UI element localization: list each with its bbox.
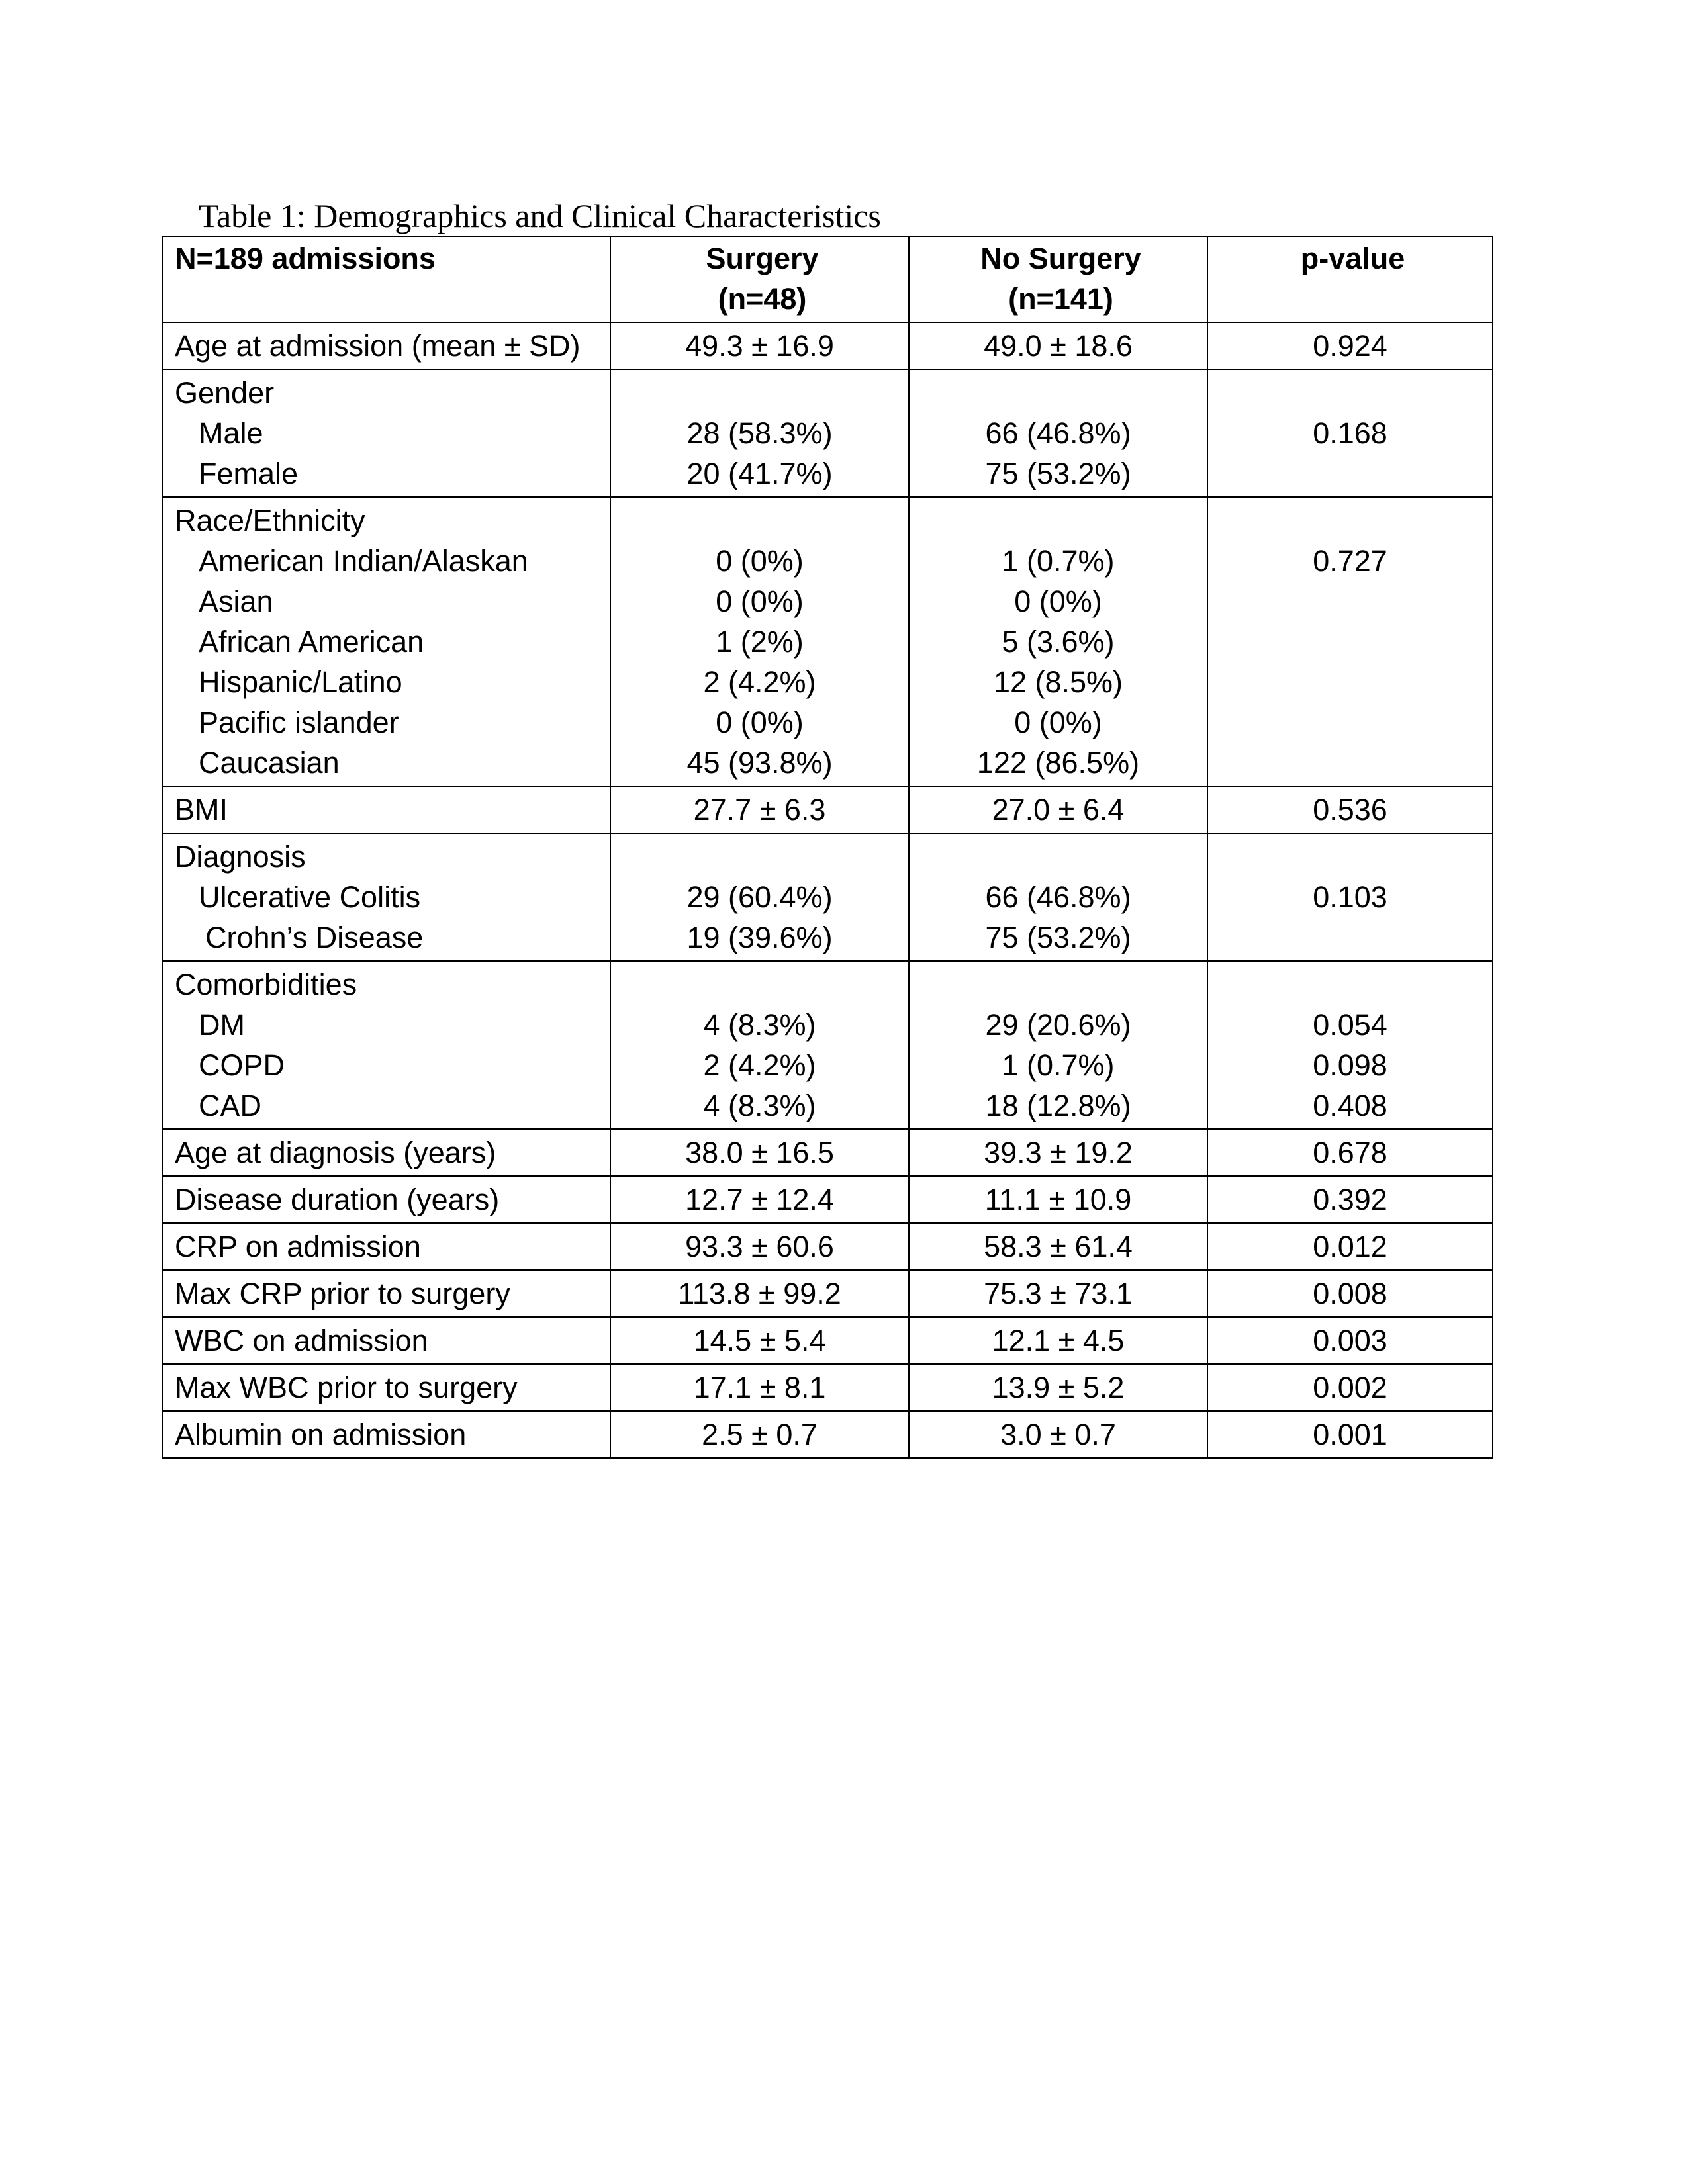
row-label: Max WBC prior to surgery [162,1364,610,1411]
cell-p-value: 0.054 0.098 0.408 [1207,961,1493,1129]
group-labels [162,961,610,1129]
row-label: CRP on admission [162,1223,610,1270]
row-label: Albumin on admission [162,1411,610,1458]
group-labels [162,369,610,497]
row-label: DM [199,1008,245,1042]
cell-no-surgery: 49.0 ± 18.6 [909,322,1207,369]
row-label: Hispanic/Latino [199,665,402,699]
cell-surgery: 27.7 ± 6.3 [610,786,909,833]
row-label: Age at diagnosis (years) [162,1129,610,1176]
table-row [162,1129,1493,1176]
cell-surgery: 28 (58.3%) 20 (41.7%) [610,369,909,497]
cell-p-value: 0.003 [1207,1317,1493,1364]
cell-surgery: 49.3 ± 16.9 [610,322,909,369]
cell-no-surgery: 12.1 ± 4.5 [909,1317,1207,1364]
header-p-value: p-value [1207,236,1493,322]
row-label: COPD [199,1048,285,1082]
table-row-group-gender [162,369,1493,497]
table-caption: Table 1: Demographics and Clinical Characteristics [199,197,881,234]
table-row [162,322,1493,369]
cell-surgery: 4 (8.3%) 2 (4.2%) 4 (8.3%) [610,961,909,1129]
cell-surgery: 113.8 ± 99.2 [610,1270,909,1317]
cell-no-surgery: 13.9 ± 5.2 [909,1364,1207,1411]
row-label: Crohn’s Disease [205,921,424,954]
table-row [162,1270,1493,1317]
cell-p-value: 0.536 [1207,786,1493,833]
cell-p-value: 0.002 [1207,1364,1493,1411]
cell-p-value: 0.727 [1207,497,1493,786]
table-header-row [162,236,1493,322]
row-label: Caucasian [199,746,340,780]
table-row [162,1317,1493,1364]
table-row [162,1364,1493,1411]
cell-no-surgery: 27.0 ± 6.4 [909,786,1207,833]
cell-surgery: 0 (0%) 0 (0%) 1 (2%) 2 (4.2%) 0 (0%) 45 (93.8%) [610,497,909,786]
cell-no-surgery: 1 (0.7%) 0 (0%) 5 (3.6%) 12 (8.5%) 0 (0%) 122 (86.5%) [909,497,1207,786]
group-labels [162,833,610,961]
row-label: Asian [199,584,273,618]
row-label: Pacific islander [199,705,399,739]
group-title: Race/Ethnicity [175,504,365,537]
cell-no-surgery: 11.1 ± 10.9 [909,1176,1207,1223]
table-row-group-race [162,497,1493,786]
cell-p-value: 0.012 [1207,1223,1493,1270]
cell-surgery: 12.7 ± 12.4 [610,1176,909,1223]
row-label: CAD [199,1089,262,1122]
cell-p-value: 0.924 [1207,322,1493,369]
table-row [162,1223,1493,1270]
table-row [162,786,1493,833]
group-title: Gender [175,376,275,410]
cell-p-value: 0.103 [1207,833,1493,961]
group-title: Comorbidities [175,968,357,1001]
header-surgery: Surgery (n=48) [610,236,909,322]
row-label: American Indian/Alaskan [199,544,528,578]
row-label: Age at admission (mean ± SD) [162,322,610,369]
row-label: African American [199,625,424,659]
table-row [162,1176,1493,1223]
cell-surgery: 17.1 ± 8.1 [610,1364,909,1411]
cell-p-value: 0.678 [1207,1129,1493,1176]
group-labels [162,497,610,786]
table-row-group-comorbidities [162,961,1493,1129]
header-no-surgery: No Surgery (n=141) [909,236,1207,322]
cell-p-value: 0.001 [1207,1411,1493,1458]
cell-p-value: 0.392 [1207,1176,1493,1223]
cell-no-surgery: 75.3 ± 73.1 [909,1270,1207,1317]
cell-no-surgery: 58.3 ± 61.4 [909,1223,1207,1270]
cell-surgery: 2.5 ± 0.7 [610,1411,909,1458]
row-label: Max CRP prior to surgery [162,1270,610,1317]
table-row [162,1411,1493,1458]
cell-no-surgery: 66 (46.8%) 75 (53.2%) [909,369,1207,497]
cell-no-surgery: 3.0 ± 0.7 [909,1411,1207,1458]
demographics-table [162,236,1493,1459]
row-label: WBC on admission [162,1317,610,1364]
cell-surgery: 93.3 ± 60.6 [610,1223,909,1270]
row-label: BMI [162,786,610,833]
cell-no-surgery: 66 (46.8%) 75 (53.2%) [909,833,1207,961]
cell-surgery: 29 (60.4%) 19 (39.6%) [610,833,909,961]
cell-no-surgery: 39.3 ± 19.2 [909,1129,1207,1176]
group-title: Diagnosis [175,840,306,874]
header-cohort: N=189 admissions [162,236,610,322]
row-label: Male [199,416,263,450]
row-label: Ulcerative Colitis [199,880,421,914]
row-label: Female [199,457,299,490]
row-label: Disease duration (years) [162,1176,610,1223]
cell-no-surgery: 29 (20.6%) 1 (0.7%) 18 (12.8%) [909,961,1207,1129]
cell-surgery: 38.0 ± 16.5 [610,1129,909,1176]
cell-p-value: 0.168 [1207,369,1493,497]
cell-p-value: 0.008 [1207,1270,1493,1317]
table-row-group-diagnosis [162,833,1493,961]
cell-surgery: 14.5 ± 5.4 [610,1317,909,1364]
